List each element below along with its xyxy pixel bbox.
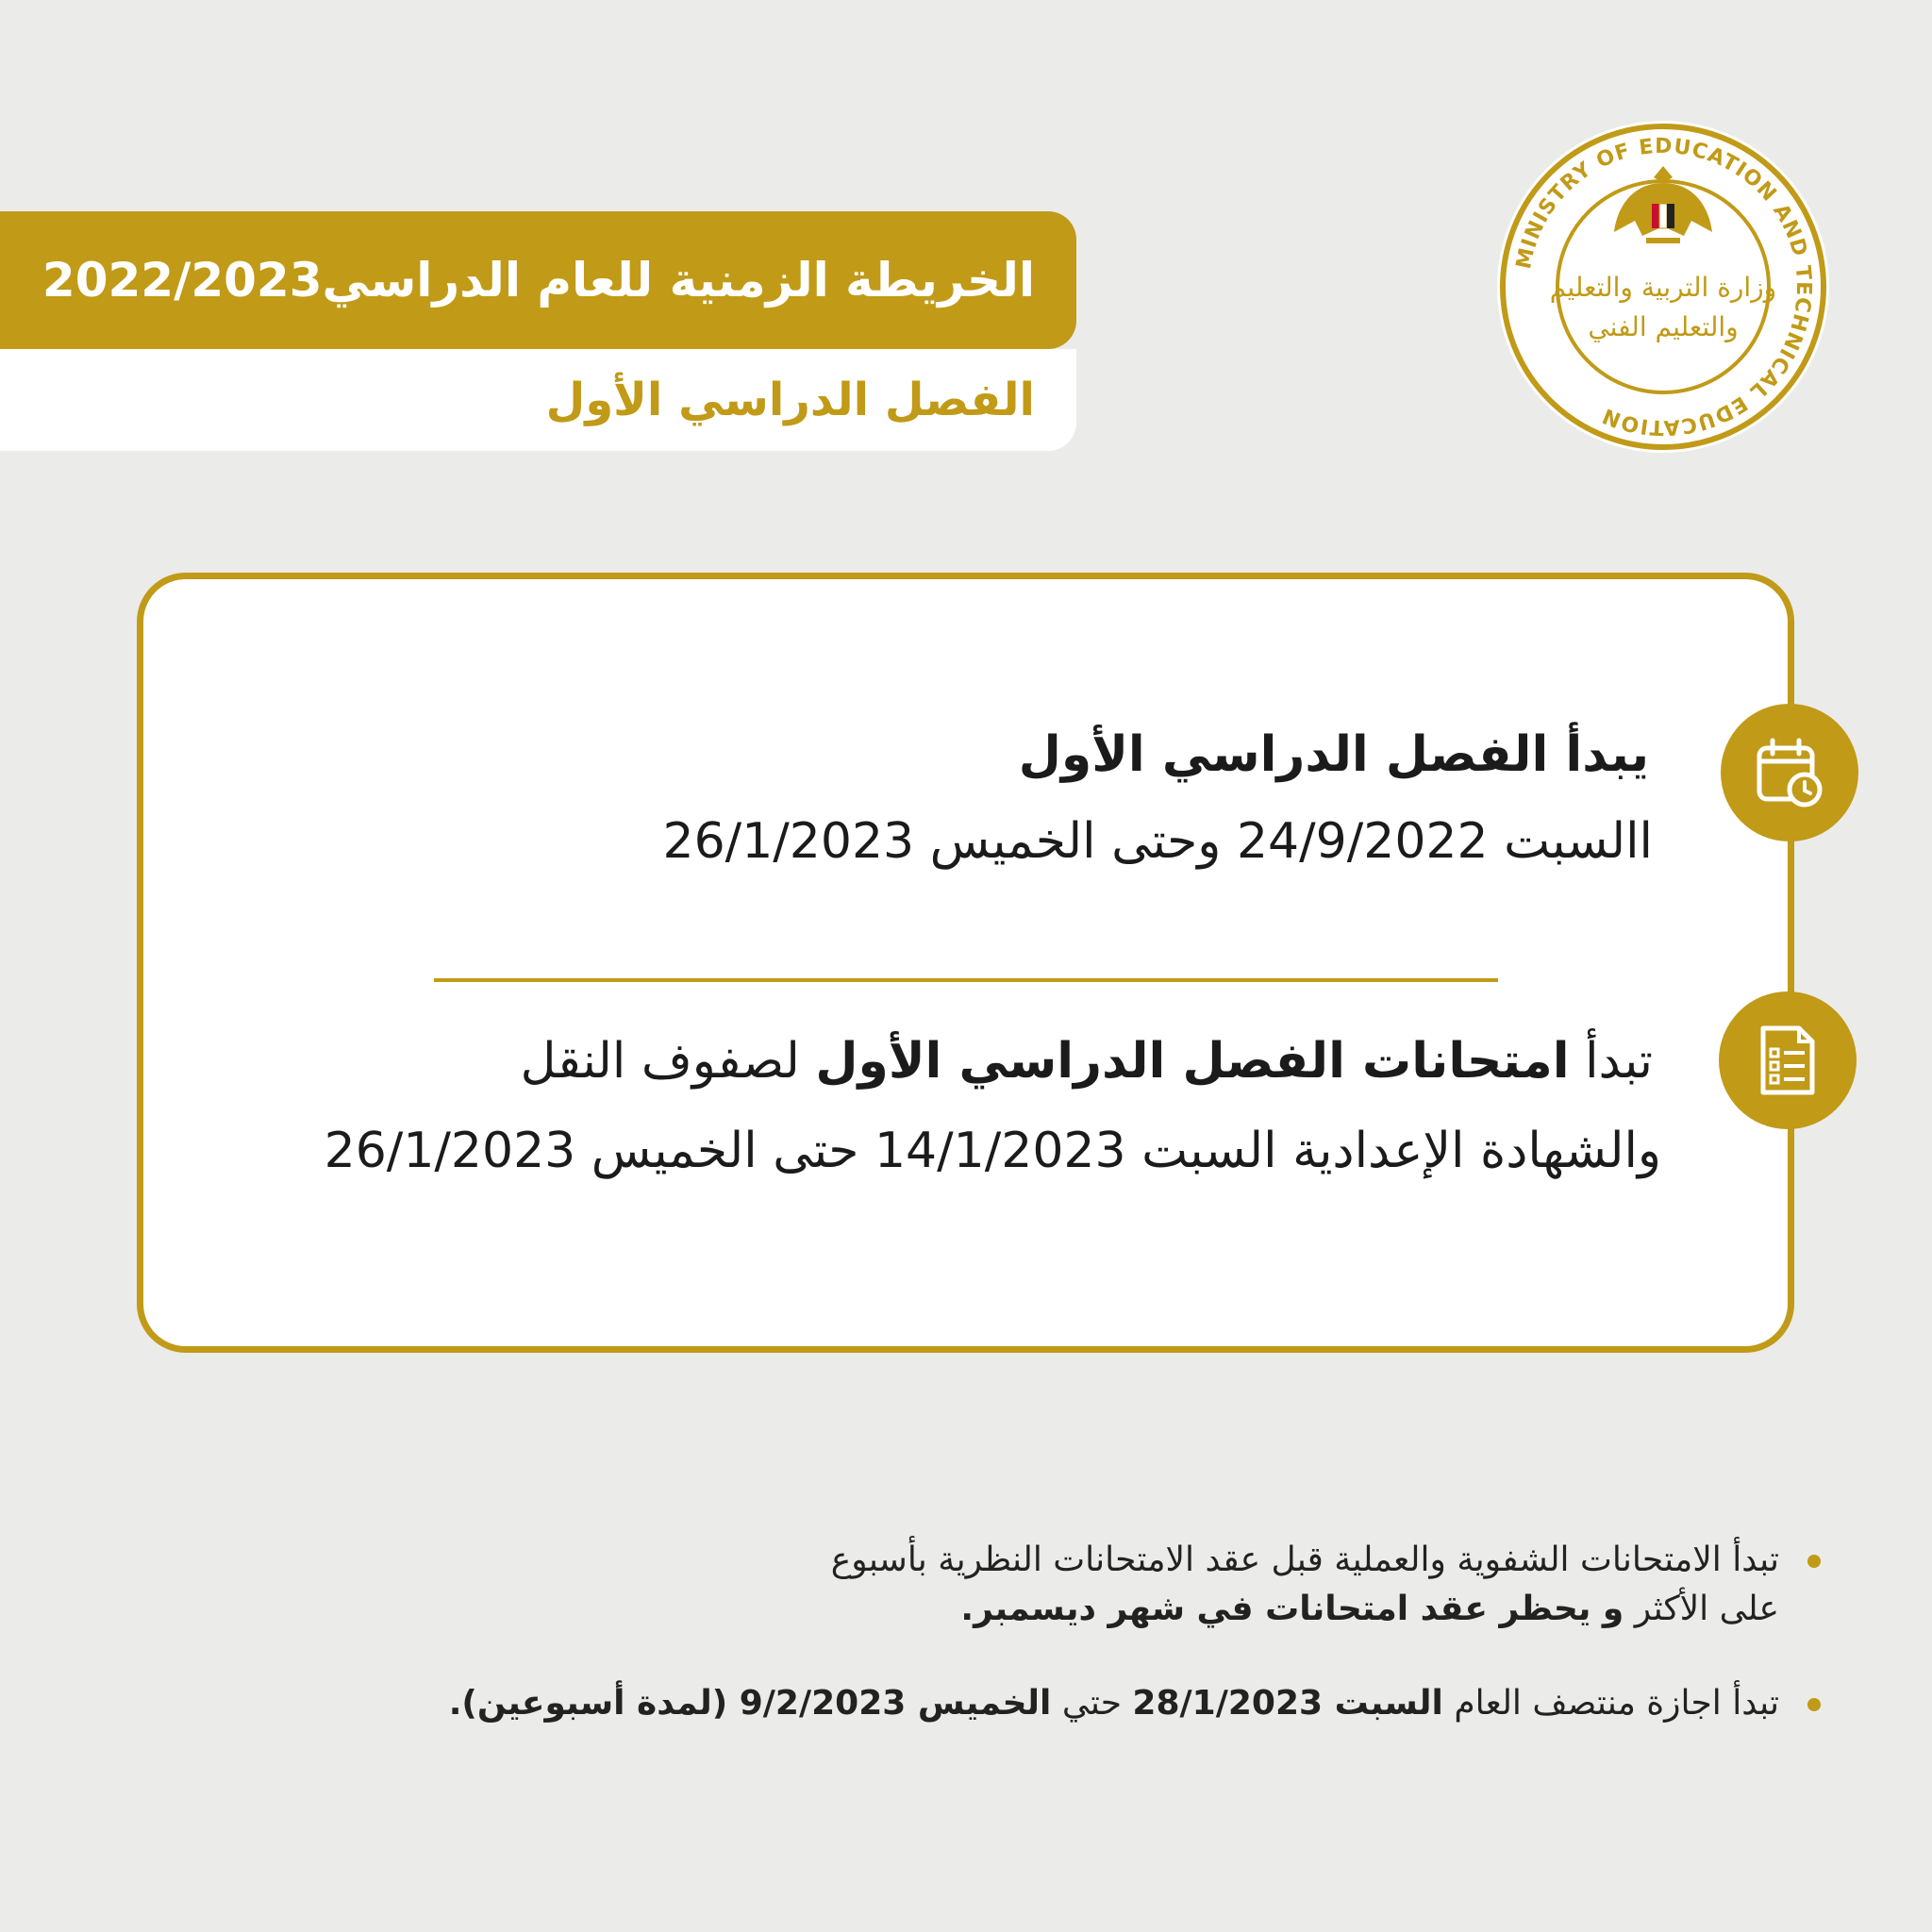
- header-banner: [0, 211, 1076, 349]
- bullet-dot: [1807, 1555, 1821, 1568]
- bullet-dot: [1807, 1698, 1821, 1711]
- note2-part4: الخميس 9/2/2023 (لمدة أسبوعين).: [448, 1684, 1052, 1723]
- page-subtitle: الفصل الدراسي الأول: [545, 374, 1035, 426]
- exam-dates: والشهادة الإعدادية السبت 14/1/2023 حتى الخميس 26/1/2023: [324, 1123, 1661, 1179]
- logo-arabic-line1: وزارة التربية والتعليم: [1549, 272, 1777, 303]
- semester-info-card: [137, 573, 1794, 1353]
- note-midyear-break: [449, 1679, 1779, 1728]
- exam-line-bold: امتحانات الفصل الدراسي الأول: [815, 1033, 1570, 1090]
- exam-start-line: [521, 1033, 1653, 1090]
- calendar-clock-icon: [1752, 735, 1827, 810]
- note2-part3: حتي: [1051, 1684, 1133, 1723]
- note1-line2: [831, 1585, 1779, 1634]
- checklist-document-icon: [1750, 1023, 1825, 1098]
- note-oral-exams: [831, 1536, 1779, 1634]
- header-subtitle-bar: [0, 349, 1076, 451]
- exam-line-prefix: تبدأ: [1569, 1033, 1653, 1090]
- divider: [434, 978, 1498, 982]
- note1-line1: تبدأ الامتحانات الشفوية والعملية قبل عقد الامتحانات النظرية بأسبوع: [830, 1541, 1779, 1579]
- logo-english-text: MINISTRY OF EDUCATION AND TECHNICAL EDUCATION: [1512, 134, 1816, 440]
- note2-part1: تبدأ اجازة منتصف العام: [1442, 1684, 1779, 1723]
- page-title: الخريطة الزمنية للعام الدراسي2022/2023: [42, 253, 1035, 308]
- exam-icon-badge: [1719, 991, 1857, 1129]
- note1-line2-start: على الأكثر: [1624, 1590, 1779, 1628]
- semester-start-title: يبدأ الفصل الدراسي الأول: [1018, 726, 1649, 783]
- note2-part2: السبت 28/1/2023: [1132, 1684, 1443, 1723]
- logo-arabic-line2: والتعليم الفني: [1588, 311, 1739, 342]
- ministry-logo: [1493, 117, 1833, 457]
- calendar-icon-badge: [1721, 704, 1858, 841]
- note1-line2-bold: و يحظر عقد امتحانات في شهر ديسمبر.: [960, 1590, 1624, 1628]
- exam-line-suffix: لصفوف النقل: [520, 1033, 816, 1090]
- semester-dates: االسبت 24/9/2022 وحتى الخميس 26/1/2023: [662, 813, 1653, 870]
